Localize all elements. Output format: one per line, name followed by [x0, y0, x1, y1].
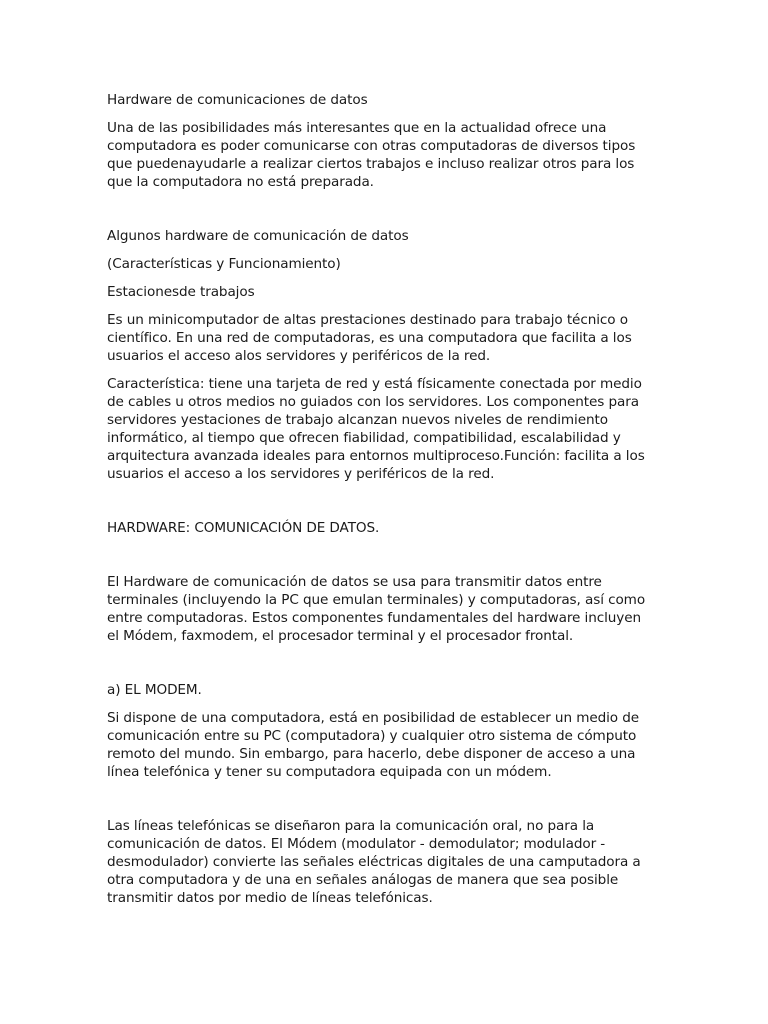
intro-paragraph: Una de las posibilidades más interesantes que en la actualidad ofrece una computadora es poder comunicarse con otras computadoras de diversos tipos que puedenayudarle a realizar ciertos trabajos e incluso realizar otros para los que la computadora no está preparada. [107, 120, 636, 190]
modem-heading: a) EL MODEM. [107, 682, 202, 698]
modem-paragraph-1: Si dispone de una computadora, está en posibilidad de establecer un medio de comunicación entre su PC (computadora) y cualquier otro sistema de cómputo remoto del mundo. Sin embargo, para hacerlo, debe disponer de acceso a una línea telefónica y tener su computadora equipada con un módem. [107, 710, 640, 780]
workstations-definition: Es un minicomputador de altas prestaciones destinado para trabajo técnico o científico. En una red de computadoras, es una computadora que facilita a los usuarios el acceso alos servidores y periféricos de la red. [107, 312, 632, 364]
modem-paragraph-2: Las líneas telefónicas se diseñaron para la comunicación oral, no para la comunicación de datos. El Módem (modulator - demodulator; modulador - desmodulador) convierte las señales eléctricas digitales de una camputadora a otra computadora y de una en señales análogas de manera que sea posible transmitir datos por medio de líneas telefónicas. [107, 818, 641, 906]
workstations-features: Característica: tiene una tarjeta de red y está físicamente conectada por medio de cables u otros medios no guiados con los servidores. Los componentes para servidores yestaciones de trabajo alcanzan nuevos niveles de rendimiento informático, al tiempo que ofrecen fiabilidad, compatibilidad, escalabilidad y arquitectura avanzada ideales para entornos multiproceso.Función: facilita a los usuarios el acceso a los servidores y periféricos de la red. [107, 376, 645, 482]
workstations-heading: Estacionesde trabajos [107, 284, 255, 300]
subtitle-features: (Características y Funcionamiento) [107, 256, 341, 272]
document-title: Hardware de comunicaciones de datos [107, 92, 368, 108]
section-intro: El Hardware de comunicación de datos se usa para transmitir datos entre terminales (incluyendo la PC que emulan terminales) y computadoras, así como entre computadoras. Estos componentes fundamentales del hardware incluyen el Módem, faxmodem, el procesador terminal y el procesador frontal. [107, 574, 646, 644]
document-page [107, 91, 667, 907]
section-heading: HARDWARE: COMUNICACIÓN DE DATOS. [107, 520, 380, 536]
subtitle-hardware-list: Algunos hardware de comunicación de datos [107, 228, 409, 244]
